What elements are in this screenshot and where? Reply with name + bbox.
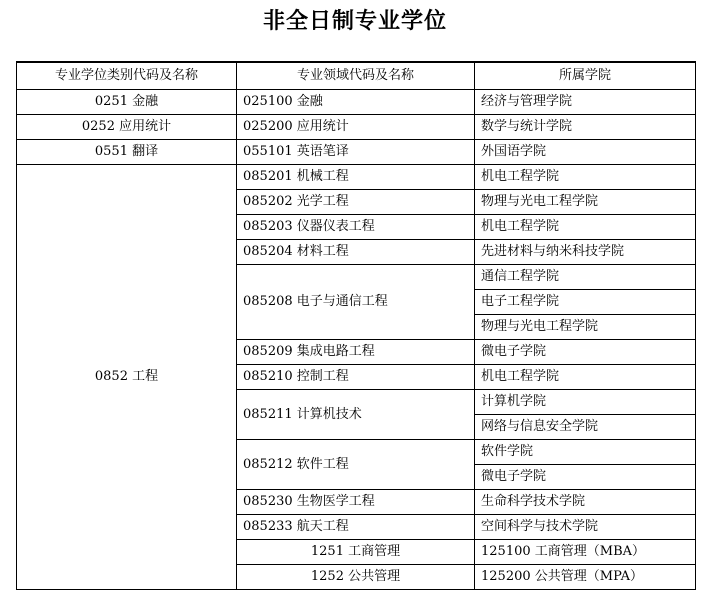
field-cell: 025200 应用统计 <box>237 115 475 140</box>
college-cell: 通信工程学院 <box>475 265 696 290</box>
table-row <box>17 90 696 115</box>
category-cell: 0852 工程 <box>17 165 237 590</box>
college-cell: 微电子学院 <box>475 340 696 365</box>
college-cell: 电子工程学院 <box>475 290 696 315</box>
field-cell: 055101 英语笔译 <box>237 140 475 165</box>
page-title: 非全日制专业学位 <box>262 9 447 34</box>
field-cell: 085208 电子与通信工程 <box>237 265 475 340</box>
college-cell: 机电工程学院 <box>475 215 696 240</box>
degree-table <box>16 61 696 590</box>
college-cell: 先进材料与纳米科技学院 <box>475 240 696 265</box>
table-row <box>17 140 696 165</box>
category-cell: 0251 金融 <box>17 90 237 115</box>
header-field: 专业领域代码及名称 <box>237 62 475 90</box>
field-cell: 085203 仪器仪表工程 <box>237 215 475 240</box>
college-cell: 物理与光电工程学院 <box>475 190 696 215</box>
college-cell: 生命科学技术学院 <box>475 490 696 515</box>
field-cell: 125200 公共管理（MPA） <box>475 565 696 590</box>
college-cell: 微电子学院 <box>475 465 696 490</box>
category-cell: 0252 应用统计 <box>17 115 237 140</box>
field-cell: 085204 材料工程 <box>237 240 475 265</box>
field-cell: 085212 软件工程 <box>237 440 475 490</box>
field-cell: 125100 工商管理（MBA） <box>475 540 696 565</box>
college-cell: 经济与管理学院 <box>475 90 696 115</box>
college-cell: 软件学院 <box>475 440 696 465</box>
field-cell: 085233 航天工程 <box>237 515 475 540</box>
college-cell: 计算机学院 <box>475 390 696 415</box>
field-cell: 085211 计算机技术 <box>237 390 475 440</box>
header-college: 所属学院 <box>475 62 696 90</box>
category-cell: 1251 工商管理 <box>237 540 475 565</box>
college-cell: 机电工程学院 <box>475 365 696 390</box>
field-cell: 085210 控制工程 <box>237 365 475 390</box>
college-cell: 机电工程学院 <box>475 165 696 190</box>
header-category: 专业学位类别代码及名称 <box>17 62 237 90</box>
college-cell: 空间科学与技术学院 <box>475 515 696 540</box>
field-cell: 085201 机械工程 <box>237 165 475 190</box>
table-row <box>17 115 696 140</box>
college-cell: 外国语学院 <box>475 140 696 165</box>
college-cell: 物理与光电工程学院 <box>475 315 696 340</box>
table-header-row <box>17 62 696 90</box>
field-cell: 085209 集成电路工程 <box>237 340 475 365</box>
category-cell: 0551 翻译 <box>17 140 237 165</box>
field-cell: 025100 金融 <box>237 90 475 115</box>
field-cell: 085230 生物医学工程 <box>237 490 475 515</box>
field-cell: 085202 光学工程 <box>237 190 475 215</box>
table-row <box>17 165 696 190</box>
college-cell: 数学与统计学院 <box>475 115 696 140</box>
college-cell: 网络与信息安全学院 <box>475 415 696 440</box>
category-cell: 1252 公共管理 <box>237 565 475 590</box>
